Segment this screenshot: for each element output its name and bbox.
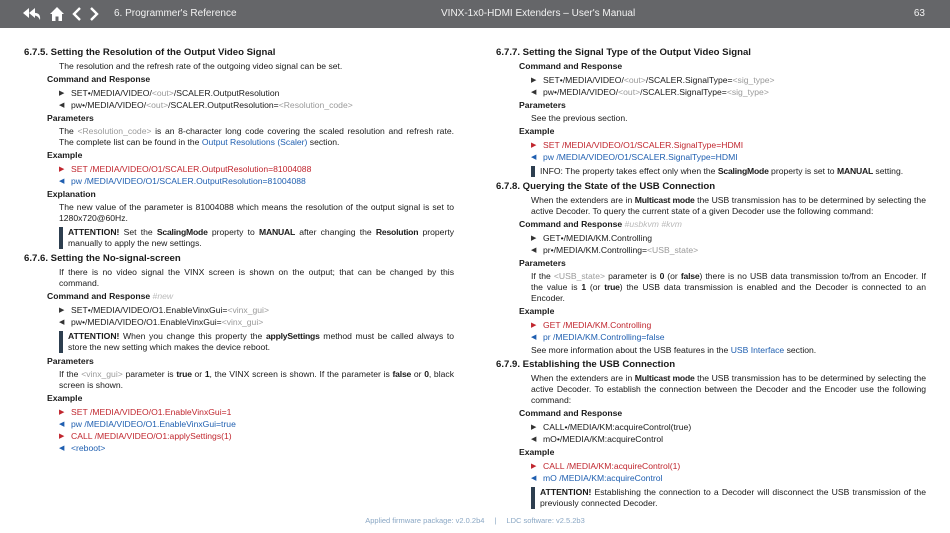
example-title: Example (519, 306, 555, 316)
info-note: INFO: The property takes effect only when the ScalingMode property is set to MANUAL setting. (531, 166, 926, 177)
parameters-text: See the previous section. (531, 113, 628, 123)
command-line (531, 74, 926, 86)
command-line (59, 87, 454, 99)
explanation-text: The new value of the parameter is 81004088 which means the resolution of the output signal is set to 1280x720@60Hz. (59, 202, 454, 223)
attention-note: ATTENTION! Establishing the connection to a Decoder will disconnect the USB transmission of the previously connected Decoder. (531, 487, 926, 509)
command-line (531, 421, 926, 433)
home-icon[interactable] (49, 6, 65, 22)
section-heading-6-7-9: 6.7.9. Establishing the USB Connection (496, 359, 676, 370)
parameters-title: Parameters (47, 113, 94, 123)
example-title: Example (47, 150, 83, 160)
example-list (531, 139, 926, 163)
parameters-text: The <Resolution_code> is an 8-character long code covering the scaled resolution and refresh rate. The complete list can be found in the Output Resolutions (Scaler) section. (59, 126, 455, 147)
section-heading-6-7-7: 6.7.7. Setting the Signal Type of the Output Video Signal (496, 47, 751, 58)
triangle-left-icon: ◀ (531, 246, 537, 254)
example-list (59, 406, 454, 454)
chapter-breadcrumb[interactable]: 6. Programmer's Reference (114, 8, 237, 19)
navigation-buttons (22, 4, 106, 24)
page-footer (0, 516, 950, 525)
right-column (496, 44, 926, 512)
triangle-right-icon: ▶ (531, 76, 537, 84)
command-and-response-title: Command and Response (47, 74, 151, 84)
triangle-left-icon: ◀ (59, 177, 65, 185)
command-text: GET•/MEDIA/KM.Controlling (543, 232, 653, 243)
triangle-left-icon: ◀ (531, 153, 537, 161)
attention-note: ATTENTION! Set the ScalingMode property to MANUAL after changing the Resolution property manually to apply the new settings. (59, 227, 454, 249)
triangle-right-icon: ▶ (531, 423, 537, 431)
example-list (531, 460, 926, 484)
chevron-right-icon[interactable] (89, 6, 99, 22)
command-and-response-title: Command and Response #usbkvm #kvm (519, 219, 682, 229)
triangle-left-icon: ◀ (531, 474, 537, 482)
ldc-version: LDC software: v2.5.2b3 (506, 516, 585, 525)
parameters-title: Parameters (519, 100, 566, 110)
triangle-left-icon: ◀ (59, 420, 65, 428)
command-list (59, 304, 454, 328)
example-command: ▶ SET /MEDIA/VIDEO/O1/SCALER.SignalType=HDMI (531, 139, 744, 150)
command-list (531, 232, 926, 256)
section-heading-6-7-6: 6.7.6. Setting the No-signal-screen (24, 253, 181, 264)
example-command: ▶ SET /MEDIA/VIDEO/O1.EnableVinxGui=1 (59, 406, 232, 417)
response-line (59, 99, 454, 111)
response-text: mO•/MEDIA/KM:acquireControl (543, 433, 664, 444)
section-heading-6-7-5: 6.7.5. Setting the Resolution of the Output Video Signal (24, 47, 276, 58)
triangle-left-icon: ◀ (531, 88, 537, 96)
command-text: SET•/MEDIA/VIDEO/<out>/SCALER.OutputResolution (71, 87, 280, 98)
command-line (531, 232, 926, 244)
example-command: ▶ GET /MEDIA/KM.Controlling (531, 319, 652, 330)
page-number: 63 (913, 8, 925, 19)
command-text: SET•/MEDIA/VIDEO/O1.EnableVinxGui=<vinx_gui> (71, 304, 269, 315)
triangle-left-icon: ◀ (59, 318, 65, 326)
command-and-response-title: Command and Response (519, 408, 623, 418)
left-column (24, 44, 454, 456)
see-more-text: See more information about the USB features in the USB Interface section. (531, 345, 817, 355)
response-text: pw•/MEDIA/VIDEO/O1.EnableVinxGui=<vinx_gui> (71, 316, 264, 327)
top-bar (0, 0, 950, 28)
section-intro: If there is no video signal the VINX screen is shown on the output; that can be changed by this command. (59, 267, 454, 288)
triangle-right-icon: ▶ (531, 234, 537, 242)
example-list (59, 163, 454, 187)
response-line (531, 433, 926, 445)
triangle-left-icon: ◀ (531, 435, 537, 443)
response-text: pr•/MEDIA/KM.Controlling=<USB_state> (543, 244, 699, 255)
example-response: ◀ pw /MEDIA/VIDEO/O1/SCALER.SignalType=HDMI (531, 151, 738, 162)
example-list (531, 319, 926, 343)
section-heading-6-7-8: 6.7.8. Querying the State of the USB Connection (496, 181, 716, 192)
response-text: pw•/MEDIA/VIDEO/<out>/SCALER.OutputResolution=<Resolution_code> (71, 99, 353, 110)
parameters-title: Parameters (47, 356, 94, 366)
footer-separator: | (494, 516, 497, 525)
example-response: ◀ pw /MEDIA/VIDEO/O1/SCALER.OutputResolution=81004088 (59, 175, 306, 186)
attention-note: ATTENTION! When you change this property the applySettings method must be called always to store the new setting which makes the device reboot. (59, 331, 454, 353)
triangle-right-icon: ▶ (59, 165, 65, 173)
parameters-title: Parameters (519, 258, 566, 268)
example-command: ▶ CALL /MEDIA/VIDEO/O1:applySettings(1) (59, 430, 232, 441)
example-response: ◀ pr /MEDIA/KM.Controlling=false (531, 331, 665, 342)
chevron-left-icon[interactable] (72, 6, 82, 22)
tag-label: #new (152, 291, 174, 301)
triangle-right-icon: ▶ (59, 306, 65, 314)
response-line (531, 86, 926, 98)
example-title: Example (47, 393, 83, 403)
response-line (531, 244, 926, 256)
example-response: ◀ <reboot> (59, 442, 106, 453)
section-intro: When the extenders are in Multicast mode the USB transmission has to be determined by selecting the active Decoder. To establish the connection between the Decoder and the Encoder use the following command: (531, 373, 926, 405)
document-title: VINX-1x0-HDMI Extenders – User's Manual (441, 8, 636, 19)
example-title: Example (519, 447, 555, 457)
command-text: CALL•/MEDIA/KM:acquireControl(true) (543, 421, 692, 432)
triangle-right-icon: ▶ (59, 89, 65, 97)
triangle-right-icon: ▶ (531, 321, 537, 329)
example-command: ▶ CALL /MEDIA/KM:acquireControl(1) (531, 460, 681, 471)
example-title: Example (519, 126, 555, 136)
example-command: ▶ SET /MEDIA/VIDEO/O1/SCALER.OutputResolution=81004088 (59, 163, 312, 174)
triangle-left-icon: ◀ (59, 101, 65, 109)
section-intro: When the extenders are in Multicast mode the USB transmission has to be determined by selecting the active Decoder. To query the current state of a given Decoder use the following command: (531, 195, 926, 216)
triangle-left-icon: ◀ (531, 333, 537, 341)
triangle-right-icon: ▶ (531, 141, 537, 149)
triangle-left-icon: ◀ (59, 444, 65, 452)
command-line (59, 304, 454, 316)
triangle-right-icon: ▶ (59, 408, 65, 416)
firmware-version: Applied firmware package: v2.0.2b4 (365, 516, 485, 525)
tag-label: #usbkvm #kvm (624, 219, 682, 229)
section-intro: The resolution and the refresh rate of the outgoing video signal can be set. (59, 61, 343, 71)
response-line (59, 316, 454, 328)
parameters-text: If the <USB_state> parameter is 0 (or false) there is no USB data transmission to/from an Encoder. If the value is 1 (or true) the USB data transmission is enabled and the Decoder is connected to an Encoder. (531, 271, 926, 303)
command-list (59, 87, 454, 111)
response-text: pw•/MEDIA/VIDEO/<out>/SCALER.SignalType=<sig_type> (543, 86, 769, 97)
triangle-right-icon: ▶ (59, 432, 65, 440)
command-and-response-title: Command and Response (519, 61, 623, 71)
usb-interface-link[interactable]: USB Interface (730, 345, 785, 355)
explanation-title: Explanation (47, 189, 96, 199)
parameters-text: If the <vinx_gui> parameter is true or 1, the VINX screen is shown. If the parameter is false or 0, black screen is shown. (59, 369, 454, 390)
double-back-arrow-icon[interactable] (22, 6, 42, 22)
command-and-response-title: Command and Response #new (47, 291, 174, 301)
output-resolutions-link[interactable]: Output Resolutions (Scaler) (201, 137, 308, 147)
triangle-right-icon: ▶ (531, 462, 537, 470)
example-response: ◀ mO /MEDIA/KM:acquireControl (531, 472, 663, 483)
command-list (531, 74, 926, 98)
command-list (531, 421, 926, 445)
example-response: ◀ pw /MEDIA/VIDEO/O1.EnableVinxGui=true (59, 418, 236, 429)
command-text: SET•/MEDIA/VIDEO/<out>/SCALER.SignalType=<sig_type> (543, 74, 775, 85)
